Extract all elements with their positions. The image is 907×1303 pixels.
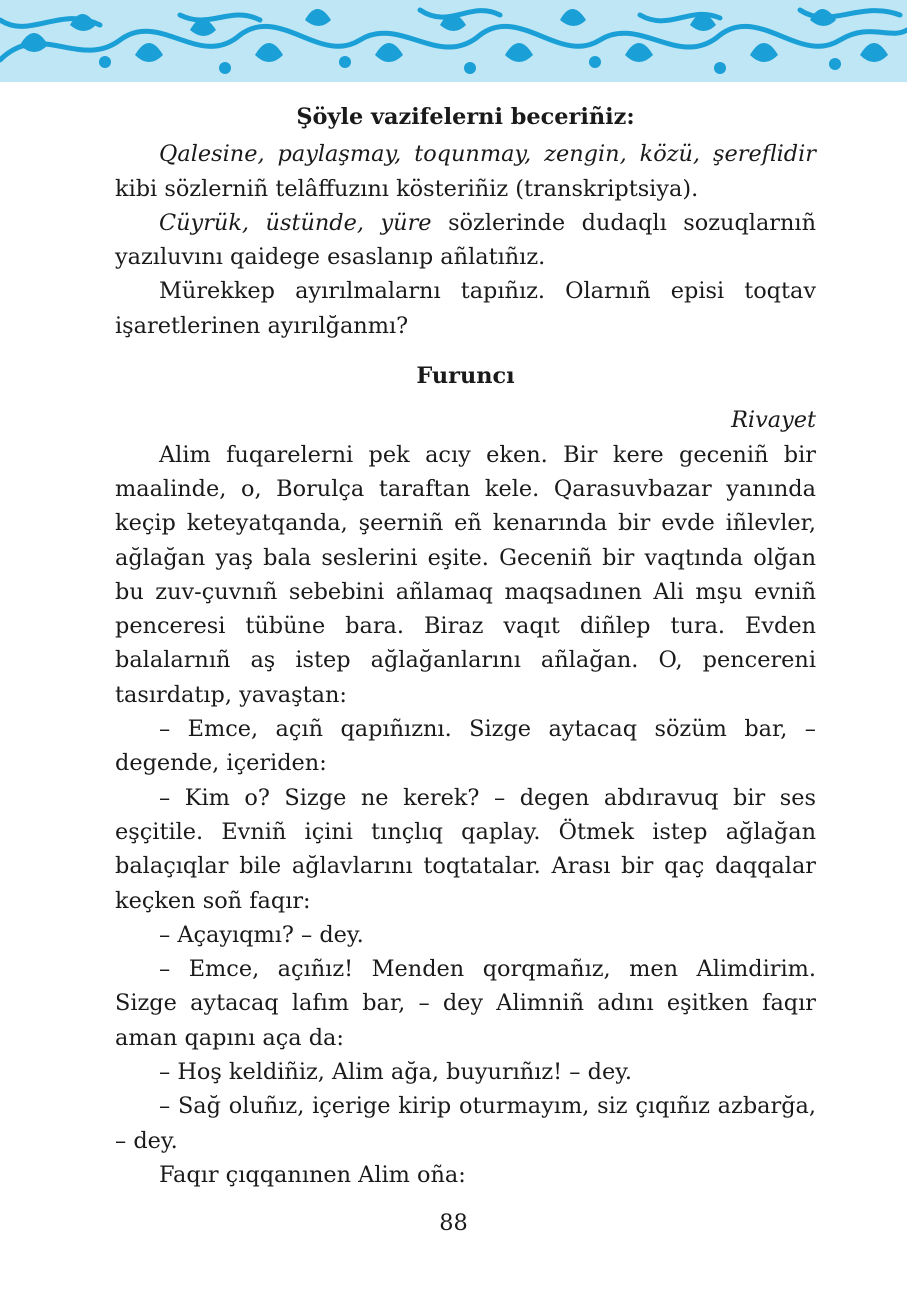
story-title: Furuncı xyxy=(416,363,515,390)
floral-ornament-band xyxy=(0,0,907,82)
page-body xyxy=(115,100,816,1192)
task-paragraph-1 xyxy=(115,137,816,206)
story-paragraph: Alim fuqarelerni pek acıy eken. Bir kere geceniñ bir maalinde, o, Borulça taraftan kele. Qarasuvbazar yanında keçip keteyatqanda, şeerniñ eñ kenarında bir evde iñlevler, ağlağan yaş bala seslerini eşite. Geceniñ bir vaqtında olğan bu zuv-çuvnıñ sebebini añlamaq maqsadınen Ali mşu evniñ penceresi tübüne bara. Biraz vaqıt diñlep tura. Evden balalarnıñ aş istep ağlağanlarını añlağan. O, pencereni tasırdatıp, yavaştan: xyxy=(115,441,816,708)
story-paragraph: Faqır çıqqanınen Alim oña: xyxy=(159,1161,466,1188)
story-paragraph: – Emce, açıñ qapıñıznı. Sizge aytacaq sözüm bar, – degende, içeriden: xyxy=(115,716,816,777)
story-paragraph: – Hoş keldiñiz, Alim ağa, buyurıñız! – dey. xyxy=(159,1059,632,1086)
task-paragraph-2 xyxy=(115,206,816,275)
tasks-heading: Şöyle vazifelerni beceriñiz: xyxy=(296,104,635,130)
floral-ornament-icon xyxy=(0,0,907,82)
task-1-words: Qalesine, paylaşmay, toqunmay, zengin, közü, şereflidir xyxy=(159,141,816,168)
story-paragraph: – Açayıqmı? – dey. xyxy=(159,921,364,948)
task-2-words: Cüyrük, üstünde, yüre xyxy=(159,209,432,236)
story-paragraph: – Sağ oluñız, içerige kirip oturmayım, siz çıqıñız azbarğa, – dey. xyxy=(115,1093,816,1154)
story-paragraph: – Kim o? Sizge ne kerek? – degen abdıravuq bir ses eşçitile. Evniñ içini tınçlıq qaplay. Ötmek istep ağlağan balaçıqlar bile ağlavlarını toqtatalar. Arası bir qaç daqqalar keçken soñ faqır: xyxy=(115,784,816,914)
task-2-text: sözlerinde dudaqlı sozuqlarnıñ yazıluvını qaidege esaslanıp añlatıñız. xyxy=(115,209,816,271)
task-paragraph-3: Mürekkep ayırılmalarnı tapıñız. Olarnıñ episi toqtav işaretlerinen ayırılğanmı? xyxy=(115,278,816,339)
task-1-text: kibi sözlerniñ telâffuzını kösteriñiz (transkriptsiya). xyxy=(115,175,699,202)
story-paragraph: – Emce, açıñız! Menden qorqmañız, men Alimdirim. Sizge aytacaq lafım bar, – dey Alimniñ adını eşitken faqır aman qapını aça da: xyxy=(115,956,816,1051)
page-number: 88 xyxy=(439,1210,468,1236)
story-genre: Rivayet xyxy=(731,407,816,434)
